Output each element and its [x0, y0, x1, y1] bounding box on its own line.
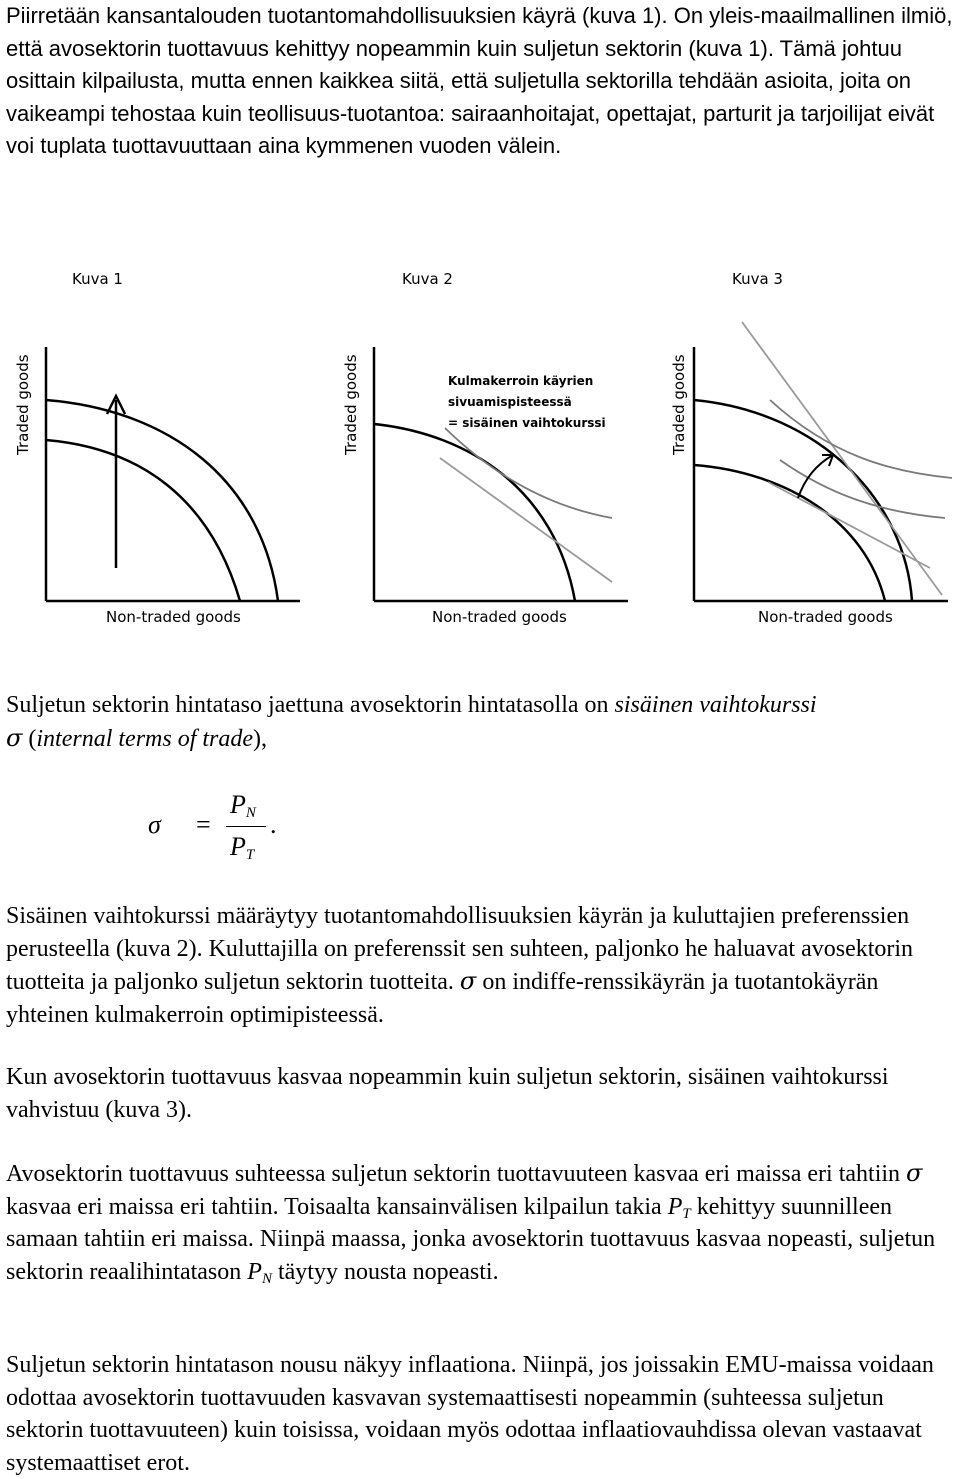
intro-paragraph: Piirretään kansantalouden tuotantomahdollisuuksien käyrä (kuva 1). On yleis-maailmallinen ilmiö, että avosektorin tuottavuus kehittyy nopeammin kuin suljetun sektorin (kuva 1). Tämä johtuu osittain kilpailusta, mutta ennen kaikkea siitä, että suljetulla sektorilla tehdään asioita, joita on vaikeampi tehostaa kuin teollisuus-tuotantoa: sairaanhoitajat, opettajat, parturit ja tarjoilijat eivät voi tuplata tuottavuuttaan aina kymmenen vuoden välein. [6, 3, 953, 158]
panel-kuva-1 [14, 270, 300, 626]
tangent-line-inner [768, 482, 930, 568]
indifference-curve-lower [780, 460, 945, 518]
tangent-line [440, 458, 612, 582]
y-axis-label: Traded goods [14, 354, 32, 455]
annotation-line-1: Kulmakerroin käyrien [448, 374, 594, 388]
panel-kuva-2 [342, 270, 628, 626]
def-text-1: Suljetun sektorin hintataso jaettuna avosektorin hintatasolla on [6, 692, 615, 718]
panel-title: Kuva 1 [72, 270, 123, 288]
fraction-bar [226, 826, 266, 827]
def-term-en: internal terms of trade [36, 725, 254, 752]
ppf-curve-inner [46, 440, 240, 601]
ppf-curve [374, 424, 575, 601]
definition-paragraph [6, 689, 956, 755]
x-axis-label: Non-traded goods [106, 608, 241, 626]
price-level-nontraded: $P_N$ [247, 1258, 272, 1287]
annotation-line-3: = sisäinen vaihtokurssi [448, 416, 606, 430]
sigma-symbol: σ [459, 967, 477, 996]
equation-denominator: $P_T$ [230, 832, 255, 863]
paragraph-2: Sisäinen vaihtokurssi määräytyy tuotantomahdollisuuksien käyrän ja kuluttajien preferenssien perusteella (kuva 2). Kuluttajilla on preferenssit sen suhteen, paljonko he haluavat avosektorin tuotteita ja paljonko suljetun sektorin tuotteita. σ on indiffe-renssikäyrän ja tuotantokäyrän yhteinen kulmakerroin optimipisteessä. [6, 903, 914, 1028]
y-axis-label: Traded goods [670, 354, 688, 455]
x-axis-label: Non-traded goods [432, 608, 567, 626]
figure-production-possibilities [0, 250, 960, 660]
paragraph-3: Kun avosektorin tuottavuus kasvaa nopeammin kuin suljetun sektorin, sisäinen vaihtokurssi vahvistuu (kuva 3). [6, 1064, 889, 1123]
panel-title: Kuva 2 [402, 270, 453, 288]
indifference-curve-upper [770, 400, 952, 478]
paragraph-5: Suljetun sektorin hintatason nousu näkyy inflaationa. Niinpä, jos joissakin EMU-maissa voidaan odottaa avosektorin tuottavuuden kasvavan systemaattisesti nopeammin (suhteessa suljetun sektorin tuottavuuteen) kuin toisissa, voidaan myös odottaa inflaatiovauhdissa olevan vastaavat systemaattiset erot. [6, 1352, 934, 1476]
price-level-traded: $P_T$ [667, 1193, 691, 1222]
y-axis-label: Traded goods [342, 354, 360, 455]
equation-equals: = [196, 810, 211, 839]
tangent-line-outer [742, 322, 942, 595]
indifference-curve [445, 428, 612, 518]
panel-title: Kuva 3 [732, 270, 783, 288]
equation-lhs: σ [148, 810, 161, 839]
sigma-symbol: σ [906, 1159, 923, 1187]
sigma-symbol: σ [6, 723, 23, 752]
ppf-curve-inner [694, 465, 885, 601]
panel-kuva-3 [670, 270, 952, 626]
x-axis-label: Non-traded goods [758, 608, 893, 626]
paragraph-4: Avosektorin tuottavuus suhteessa suljetun sektorin tuottavuuteen kasvaa eri maissa eri tahtiin σ kasvaa eri maissa eri tahtiin. Toisaalta kansainvälisen kilpailun takia $P_T$ kehittyy suunnilleen samaan tahtiin eri maissa. Niinpä maassa, jonka avosektorin tuottavuus kasvaa nopeasti, suljetun sektorin reaalihintatason $P_N$ täytyy nousta nopeasti. [6, 1159, 936, 1287]
equation-period: . [270, 810, 277, 839]
equation-numerator: $P_N$ [230, 790, 256, 821]
ppf-curve-outer [46, 400, 278, 601]
def-text-3: ), [253, 725, 268, 752]
def-text-2: ( [22, 725, 37, 752]
def-term: sisäinen vaihtokurssi [614, 692, 817, 718]
shift-arrow-curve [798, 455, 833, 498]
annotation-line-2: sivuamispisteessä [448, 395, 572, 409]
